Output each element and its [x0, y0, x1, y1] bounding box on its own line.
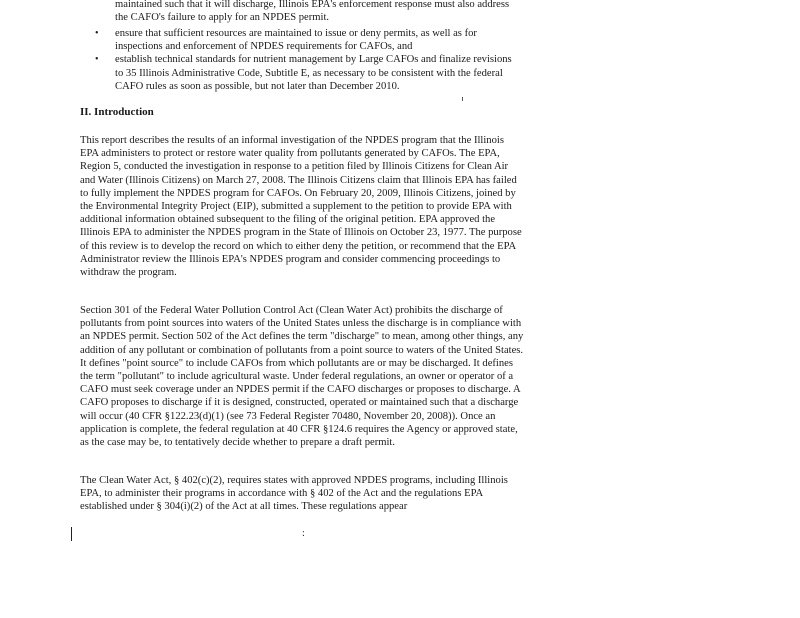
list-item	[92, 53, 522, 93]
footer-mark: :	[302, 528, 305, 539]
list-item	[92, 27, 522, 53]
margin-bar	[71, 527, 72, 541]
recommendation-list	[92, 27, 522, 93]
bullet-text: ensure that sufficient resources are maintained to issue or deny permits, as well as for inspections and enforcement of NPDES requirements for CAFOs, and	[115, 28, 477, 53]
scan-mark	[462, 97, 463, 101]
bullet-text: establish technical standards for nutrient management by Large CAFOs and finalize revisions to 35 Illinois Administrative Code, Subtitle E, as necessary to be consistent with the federal CAFO rules as soon as possible, but not later than December 2010.	[115, 54, 512, 92]
bullet-icon: •	[95, 54, 99, 66]
bullet-icon: •	[95, 28, 99, 39]
paragraph-state-programs: The Clean Water Act, § 402(c)(2), requires states with approved NPDES programs, including Illinois EPA, to administer their programs in accordance with § 402 of the Act and the regulations EPA established under § 304(i)(2) of the Act at all times. These regulations appear	[80, 475, 508, 513]
paragraph-clean-water-act: Section 301 of the Federal Water Pollution Control Act (Clean Water Act) prohibits the discharge of pollutants from point sources into waters of the United States unless the discharge is in compliance with an NPDES permit. Section 502 of the Act defines the term "discharge" to mean, among other things, any addition of any pollutant or combination of pollutants from a point source to waters of the United States. It defines "point source" to include CAFOs from which pollutants are or may be discharged. It defines the term "pollutant" to include agricultural waste. Under federal regulations, an owner or operator of a CAFO must seek coverage under an NPDES permit if the CAFO discharges or proposes to discharge. A CAFO proposes to discharge if it is designed, constructed, operated or maintained such that a discharge will occur (40 CFR §122.23(d)(1) (see 73 Federal Register 70480, November 20, 2008)). Once an application is complete, the federal regulation at 40 CFR §124.6 requires the Agency or approved state, as the case may be, to tentatively decide whether to prepare a draft permit.	[80, 305, 524, 449]
section-heading: II. Introduction	[80, 106, 154, 118]
paragraph-introduction: This report describes the results of an informal investigation of the NPDES program that the Illinois EPA administers to protect or restore water quality from pollutants generated by CAFOs. The EPA, Region 5, conducted the investigation in response to a petition filed by Illinois Citizens for Clean Air and Water (Illinois Citizens) on March 27, 2008. The Illinois Citizens claim that Illinois EPA has failed to fully implement the NPDES program for CAFOs. On February 20, 2009, Illinois Citizens, joined by the Environmental Integrity Project (EIP), submitted a supplement to the petition to provide EPA with additional information obtained subsequent to the filing of the original petition. EPA approved the Illinois EPA to administer the NPDES program in the State of Illinois on October 23, 1977. The purpose of this review is to develop the record on which to either deny the petition, or recommend that the EPA Administrator review the Illinois EPA's NPDES program and consider commencing proceedings to withdraw the program.	[80, 135, 522, 279]
continuation-text: maintained such that it will discharge, Illinois EPA's enforcement response must also address the CAFO's failure to apply for an NPDES permit.	[115, 0, 510, 24]
